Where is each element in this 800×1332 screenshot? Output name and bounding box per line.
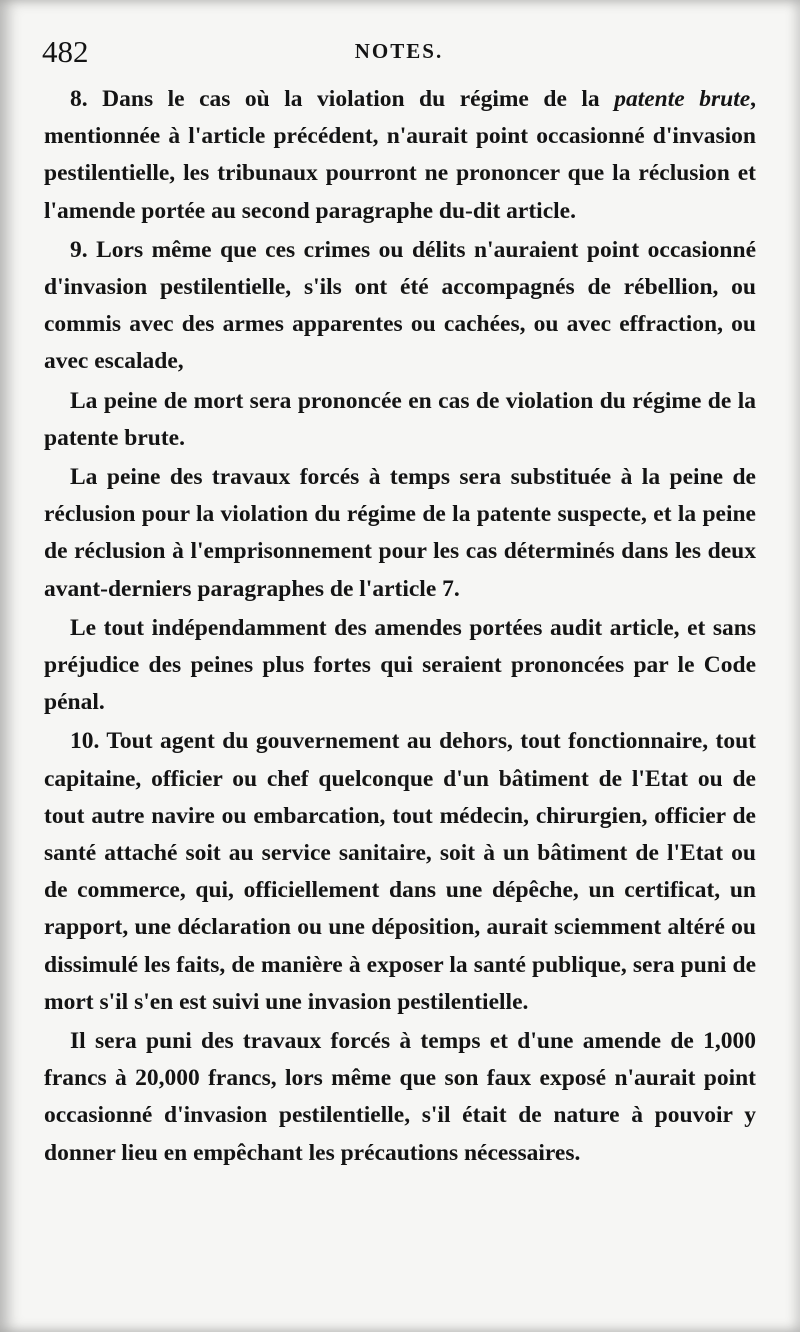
paragraph-10: [44, 723, 756, 1021]
page-number: 482: [42, 34, 89, 69]
paragraph-8: [44, 81, 756, 230]
paragraph-text-continued: , mentionnée à l'article précédent, n'aurait point occasionné d'invasion pestilentielle, les tribunaux pourront ne prononcer que la réclusion et l'amende portée au second paragraphe du-dit article.: [44, 86, 757, 224]
italic-term: patente brute: [614, 86, 751, 112]
paragraph-9: [44, 232, 756, 381]
paragraph-9-fines: Le tout indépendamment des amendes portées audit article, et sans préjudice des peines plus fortes qui seraient prononcées par le Code pénal.: [44, 614, 756, 716]
running-head: NOTES.: [354, 39, 444, 63]
page-header: [42, 30, 756, 74]
paragraph-10-penalty: Il sera puni des travaux forcés à temps et d'une amende de 1,000 francs à 20,000 francs, lors même que son faux exposé n'aurait point occasionné d'invasion pestilentielle, s'il était de nature à pouvoir y donner lieu en empêchant les précautions nécessaires.: [44, 1028, 756, 1166]
paragraph-number: 8.: [70, 86, 88, 112]
paragraph-9-forced-labour: La peine des travaux forcés à temps sera substituée à la peine de réclusion pour la violation du régime de la patente suspecte, et la peine de réclusion à l'emprisonnement pour les cas déterminés dans les deux avant-derniers paragraphes de l'article 7.: [44, 464, 756, 602]
paragraph-text: Lors même que ces crimes ou délits n'auraient point occasionné d'invasion pestilentielle, s'ils ont été accompagnés de rébellion, ou commis avec des armes apparentes ou cachées, ou avec effraction, ou avec escalade,: [44, 236, 756, 375]
paragraph-text: Dans le cas où la violation du régime de la: [102, 86, 600, 112]
body-text: [44, 81, 756, 1172]
paragraph-number: 9.: [70, 236, 88, 263]
paragraph-text: Tout agent du gouvernement au dehors, tout fonctionnaire, tout capitaine, officier ou chef quelconque d'un bâtiment de l'Etat ou de tout autre navire ou embarcation, tout médecin, chirurgien, officier de santé attaché soit au service sanitaire, soit à un bâtiment de l'Etat ou de commerce, qui, officiellement dans une dépêche, un certificat, un rapport, une déclaration ou une déposition, aurait sciemment altéré ou dissimulé les faits, de manière à exposer la santé publique, sera puni de mort s'il s'en est suivi une invasion pestilentielle.: [44, 728, 756, 1015]
paragraph-9-death-penalty: La peine de mort sera prononcée en cas de violation du régime de la patente brute.: [44, 387, 756, 451]
paragraph-number: 10.: [70, 728, 100, 755]
